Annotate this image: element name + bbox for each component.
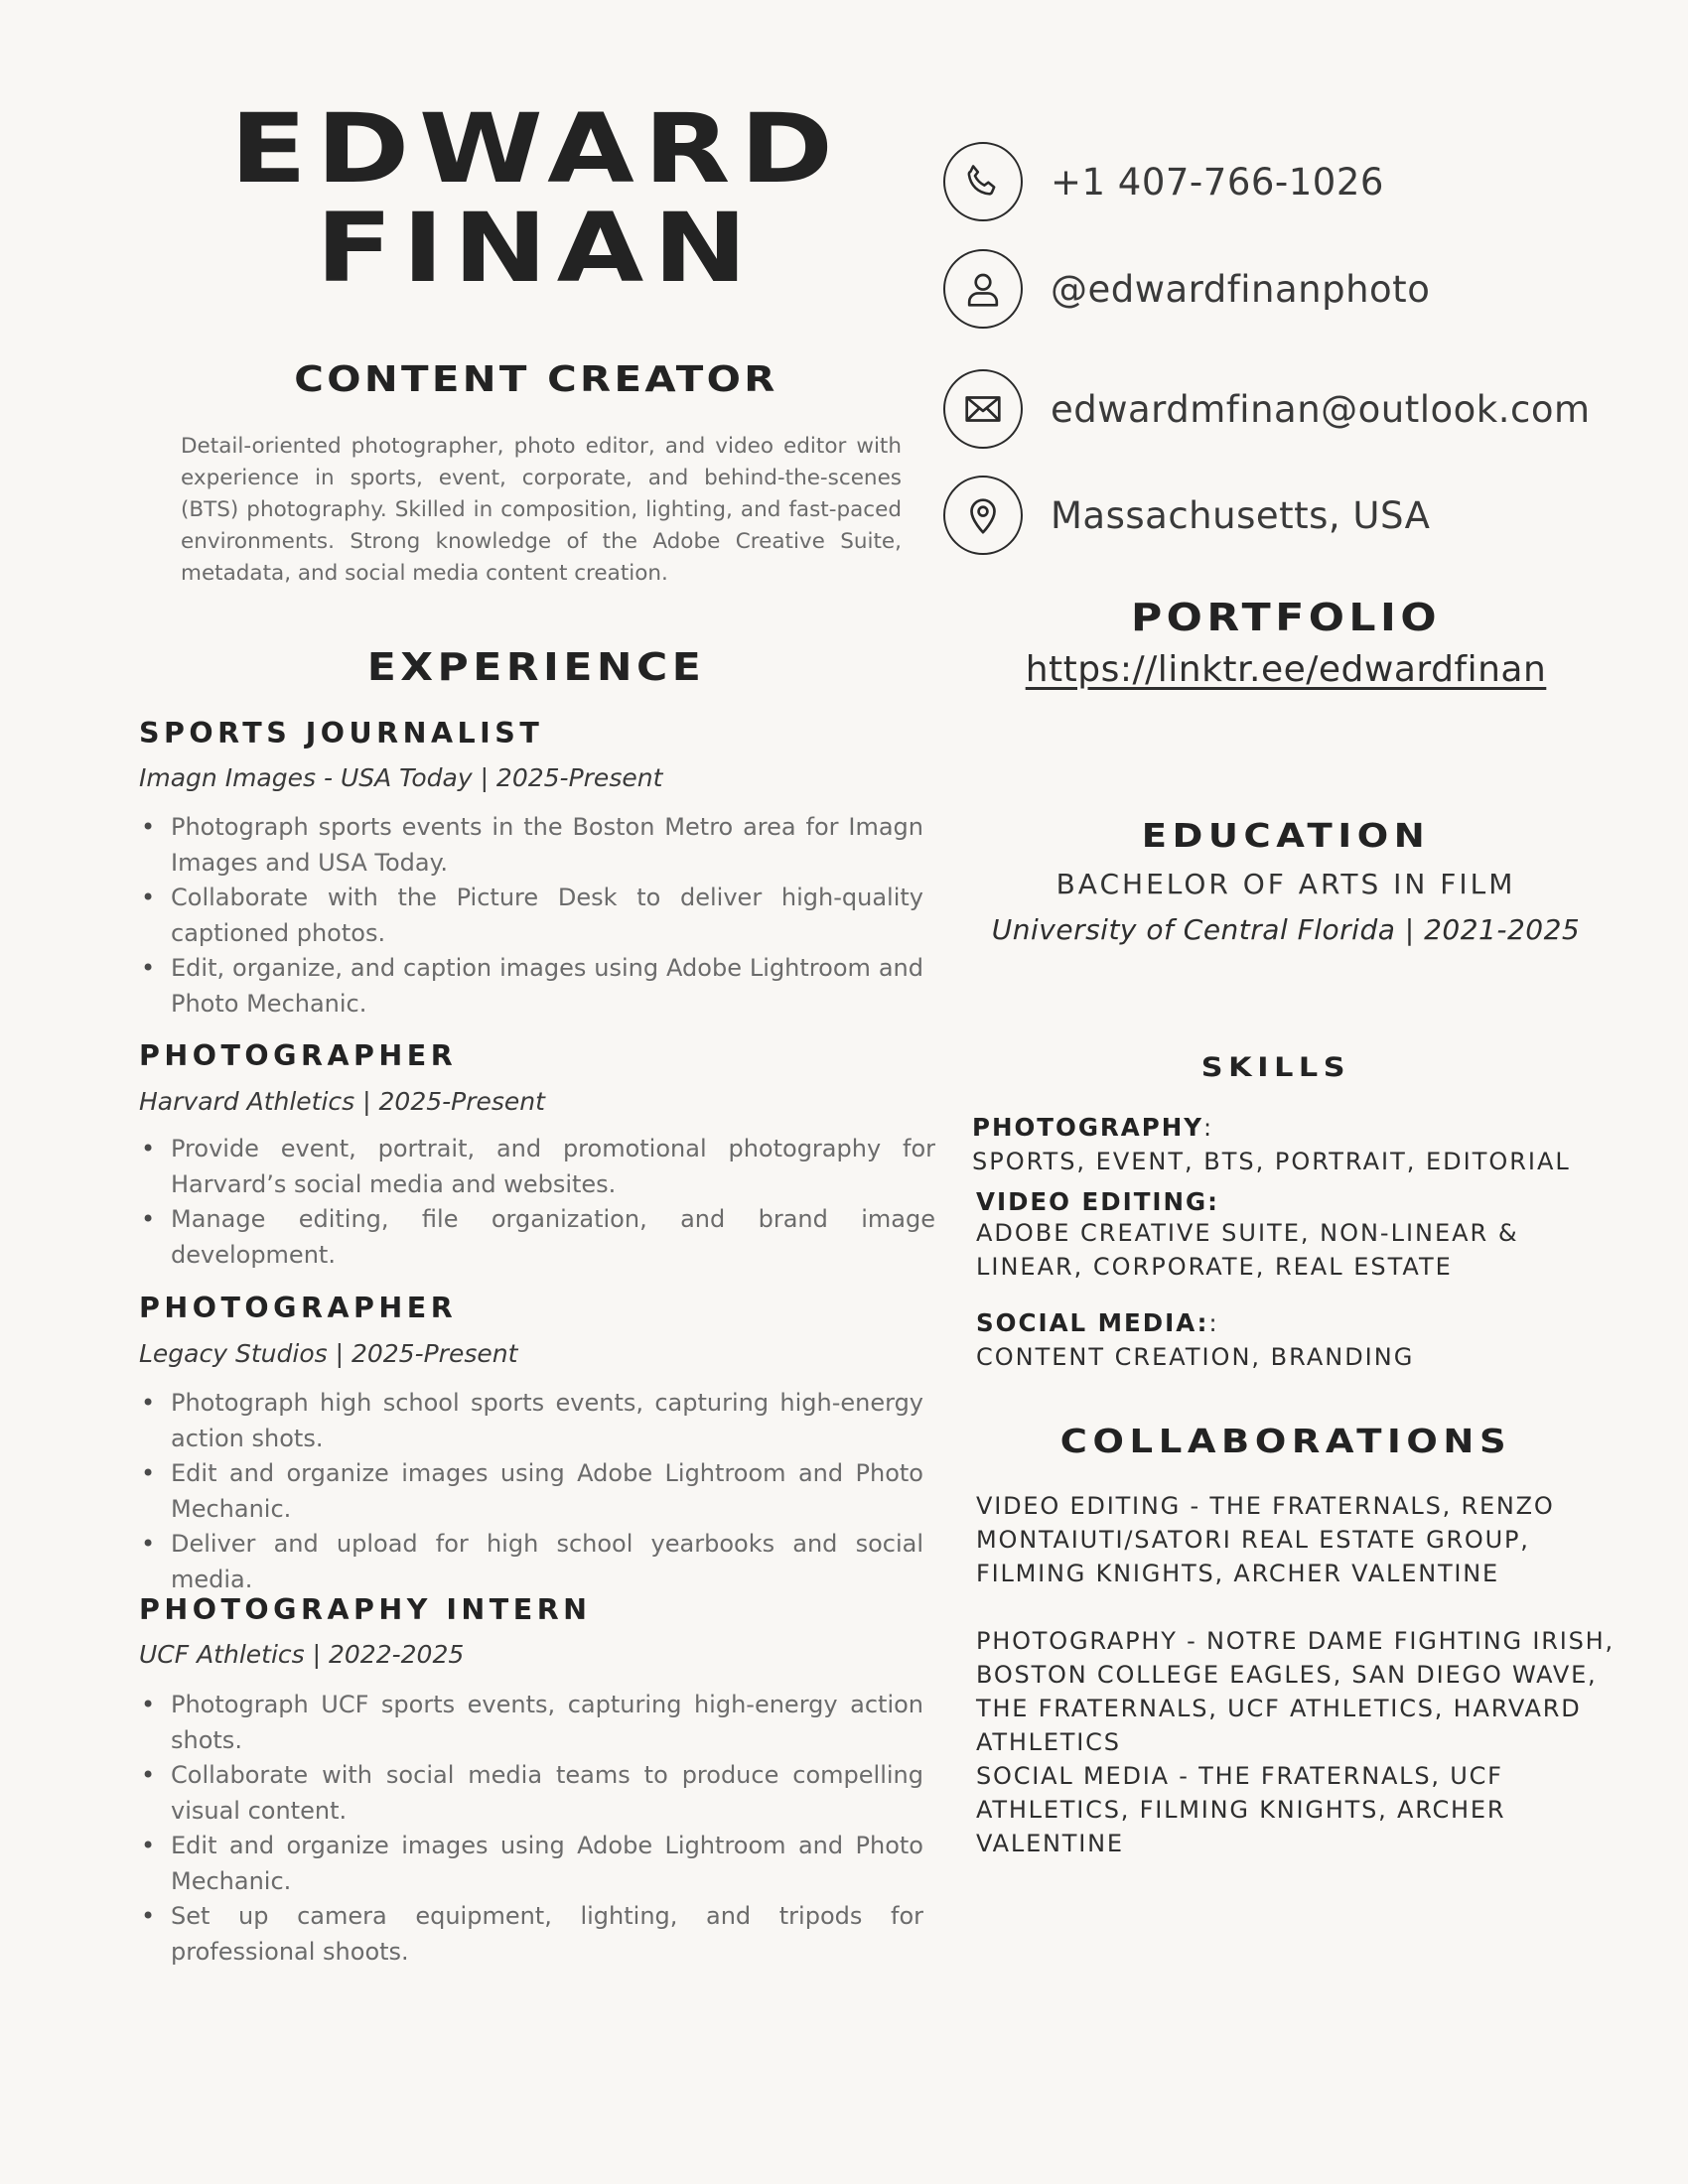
list-item: • Photograph sports events in the Boston Metro area for Imagn Images and USA Today. [139,810,923,881]
candidate-name [68,93,1005,304]
skill-value: ADOBE CREATIVE SUITE, NON-LINEAR & LINEAR, CORPORATE, REAL ESTATE [976,1219,1519,1281]
contact-phone [943,139,1384,224]
skill-group-video-editing [976,1187,1621,1284]
experience-heading: EXPERIENCE [366,645,706,689]
skill-label: VIDEO EDITING: [976,1187,1219,1216]
skill-value: SPORTS, EVENT, BTS, PORTRAIT, EDITORIAL [972,1148,1571,1175]
list-item: • Photograph UCF sports events, capturing high-energy action shots. [139,1688,923,1758]
profile-summary: Detail-oriented photographer, photo editor, and video editor with experience in sports, event, corporate, and behind-the-scenes (BTS) photography. Skilled in composition, lighting, and fast-paced environments. Strong knowledge of the Adobe Creative Suite, metadata, and social media content creation. [181,434,902,586]
job-bullets [139,810,923,1022]
list-item: • Manage editing, file organization, and brand image development. [139,1202,935,1273]
job-employer-dates: Legacy Studios | 2025-Present [139,1339,518,1368]
collaboration-paragraph: SOCIAL MEDIA - THE FRATERNALS, UCF ATHLETICS, FILMING KNIGHTS, ARCHER VALENTINE [976,1762,1506,1857]
list-item: • Edit and organize images using Adobe Lightroom and Photo Mechanic. [139,1456,923,1527]
location-pin-icon [943,476,1023,555]
list-item: • Deliver and upload for high school yearbooks and social media. [139,1527,923,1597]
job-role-title: CONTENT CREATOR [294,359,778,400]
list-item: • Provide event, portrait, and promotional photography for Harvard’s social media and websites. [139,1132,935,1202]
skill-group-social-media [976,1306,1631,1374]
degree-name: BACHELOR OF ARTS IN FILM [1055,868,1516,900]
job-title: PHOTOGRAPHER [139,1292,458,1324]
location-text: Massachusetts, USA [1051,493,1431,537]
list-item: • Collaborate with social media teams to produce compelling visual content. [139,1758,923,1829]
contact-social [943,246,1430,332]
skill-label: SOCIAL MEDIA: [976,1308,1209,1337]
skill-label: PHOTOGRAPHY [972,1113,1203,1142]
education-heading: EDUCATION [1141,816,1431,855]
collaboration-paragraph: PHOTOGRAPHY - NOTRE DAME FIGHTING IRISH, BOSTON COLLEGE EAGLES, SAN DIEGO WAVE, THE FRATERNALS, UCF ATHLETICS, HARVARD ATHLETICS [976,1627,1615,1756]
job-employer-dates: UCF Athletics | 2022-2025 [139,1640,465,1669]
phone-icon [943,142,1023,221]
email-address[interactable]: edwardmfinan@outlook.com [1051,387,1591,431]
portfolio-heading: PORTFOLIO [1131,596,1441,639]
job-bullets [139,1132,935,1273]
skill-separator: : [1208,1309,1219,1337]
collaboration-paragraph: VIDEO EDITING - THE FRATERNALS, RENZO MONTAIUTI/SATORI REAL ESTATE GROUP, FILMING KNIGHTS, ARCHER VALENTINE [976,1492,1555,1587]
job-bullets [139,1386,923,1597]
job-employer-dates: Harvard Athletics | 2025-Present [139,1087,545,1116]
list-item: • Edit and organize images using Adobe Lightroom and Photo Mechanic. [139,1829,923,1899]
contact-email [943,366,1591,452]
job-title: PHOTOGRAPHER [139,1039,458,1072]
job-employer-dates: Imagn Images - USA Today | 2025-Present [139,763,663,792]
social-handle[interactable]: @edwardfinanphoto [1051,267,1431,311]
user-icon [943,249,1023,329]
collaborations-heading: COLLABORATIONS [1059,1422,1512,1460]
job-bullets [139,1688,923,1970]
portfolio-link[interactable]: https://linktr.ee/edwardfinan [1025,649,1547,690]
name-last: FINAN [315,193,758,304]
list-item: • Collaborate with the Picture Desk to deliver high-quality captioned photos. [139,881,923,951]
job-title: PHOTOGRAPHY INTERN [139,1593,592,1626]
skill-group-photography [972,1111,1647,1178]
mail-icon [943,369,1023,449]
list-item: • Photograph high school sports events, capturing high-energy action shots. [139,1386,923,1456]
skills-heading: SKILLS [1200,1052,1351,1083]
list-item: • Set up camera equipment, lighting, and tripods for professional shoots. [139,1899,923,1970]
school-and-years: University of Central Florida | 2021-2025 [991,913,1581,946]
skill-separator: : [1202,1114,1214,1142]
skill-value: CONTENT CREATION, BRANDING [976,1343,1415,1371]
list-item: • Edit, organize, and caption images using Adobe Lightroom and Photo Mechanic. [139,951,923,1022]
job-title: SPORTS JOURNALIST [139,717,544,750]
contact-location [943,473,1431,558]
name-first: EDWARD [229,93,843,205]
phone-number[interactable]: +1 407-766-1026 [1051,160,1384,204]
